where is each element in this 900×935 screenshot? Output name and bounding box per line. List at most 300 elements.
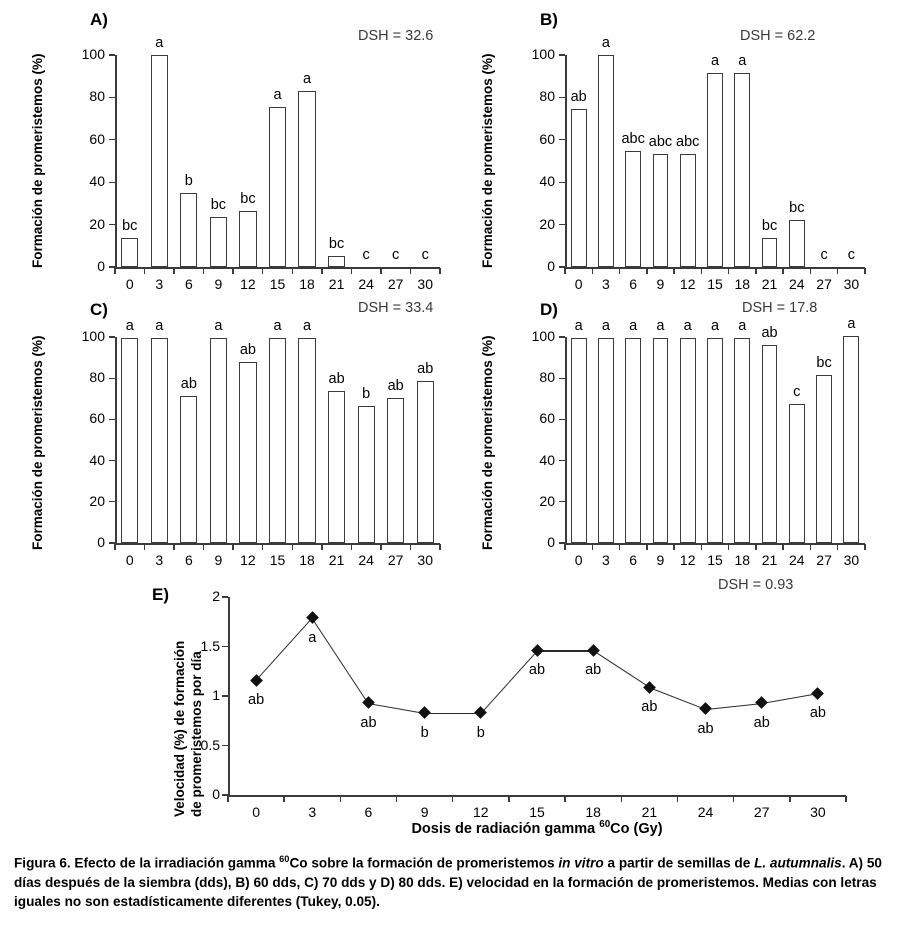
panel-c-chart	[0, 292, 450, 577]
bar	[358, 406, 375, 543]
x-axis-tick	[677, 796, 678, 802]
significance-letter: b	[420, 724, 429, 741]
x-axis-tick	[592, 544, 593, 550]
y-axis-tick	[559, 460, 565, 461]
x-axis-tick-label: 15	[707, 276, 723, 292]
x-axis-tick-label: 27	[816, 552, 832, 568]
y-axis-tick-label: 1.5	[200, 637, 220, 654]
panel-a-y-axis-title: Formación de promeristemos (%)	[30, 53, 45, 268]
x-axis-tick	[864, 268, 865, 274]
x-axis-tick-label: 27	[387, 276, 404, 292]
caption-isotope-superscript: 60	[279, 854, 290, 864]
x-axis-tick	[173, 268, 174, 274]
x-axis-tick	[439, 268, 440, 274]
x-axis-tick-label: 6	[184, 276, 193, 292]
significance-letter: a	[683, 318, 692, 335]
bar	[625, 151, 641, 267]
x-axis-tick	[203, 268, 204, 274]
x-axis-tick	[564, 544, 565, 550]
x-axis-tick-label: 0	[574, 276, 583, 292]
x-axis-tick-label: 18	[299, 552, 315, 568]
x-axis-tick-label: 15	[269, 276, 286, 292]
y-axis-tick	[559, 378, 565, 379]
panel-b-label: B)	[540, 10, 558, 29]
x-axis-tick	[351, 544, 352, 550]
y-axis-tick-label: 1	[212, 687, 220, 703]
significance-letter: a	[710, 53, 720, 70]
significance-letter: abc	[621, 131, 645, 148]
y-axis-line	[115, 337, 117, 543]
x-axis-tick-label: 21	[641, 804, 658, 820]
x-axis-tick-label: 24	[358, 276, 374, 292]
panel-c-plot-area	[81, 318, 440, 568]
y-axis-tick	[559, 336, 565, 337]
y-axis-tick-label: 100	[531, 328, 555, 344]
x-axis-tick-label: 18	[299, 276, 315, 292]
significance-letter: a	[710, 318, 720, 335]
x-axis-tick-label: 27	[753, 804, 770, 820]
y-axis-tick-label: 20	[89, 492, 105, 509]
significance-letter: bc	[328, 236, 345, 253]
significance-letter: c	[392, 247, 400, 263]
x-axis-title-superscript: 60	[599, 819, 611, 830]
x-axis-tick	[646, 544, 647, 550]
significance-letter: bc	[122, 218, 138, 235]
panel-e-dsh-annotation: DSH = 0.93	[718, 577, 794, 593]
significance-letter: b	[362, 386, 371, 402]
bar	[571, 338, 587, 543]
x-axis-tick	[144, 268, 145, 274]
x-axis-tick-label: 18	[585, 804, 601, 820]
significance-letter: bc	[789, 200, 805, 217]
y-axis-tick-label: 60	[89, 130, 105, 147]
bar	[707, 73, 723, 267]
bar	[151, 55, 168, 267]
x-axis-tick	[203, 544, 204, 550]
panel-d-label: D)	[540, 300, 558, 319]
x-axis-tick-label: 9	[656, 552, 665, 568]
x-axis-tick-label: 21	[328, 276, 345, 292]
x-axis-tick	[564, 796, 565, 802]
significance-letter: a	[574, 318, 583, 335]
caption-italic-species: L. autumnalis	[754, 855, 842, 871]
y-axis-tick	[559, 54, 565, 55]
x-axis-tick	[728, 268, 729, 274]
x-axis-tick-label: 18	[734, 552, 751, 568]
x-axis-tick	[232, 544, 233, 550]
significance-letter: bc	[210, 197, 227, 214]
significance-letter: ab	[248, 692, 265, 709]
y-axis-tick-label: 40	[539, 451, 555, 468]
x-axis-tick	[837, 268, 838, 274]
x-axis-tick	[810, 268, 811, 274]
panel-c-dsh-annotation: DSH = 33.4	[358, 300, 434, 316]
line-segment	[705, 703, 761, 710]
significance-letter: ab	[809, 705, 826, 722]
panel-e-y-axis-title-line2: de promeristemos por día	[189, 651, 204, 817]
bar	[298, 91, 315, 267]
x-axis-tick-label: 0	[252, 804, 260, 820]
x-axis-tick	[564, 268, 565, 274]
x-axis-tick	[410, 268, 411, 274]
significance-letter: abc	[676, 133, 700, 150]
x-axis-tick	[321, 268, 322, 274]
x-axis-tick	[755, 268, 756, 274]
y-axis-tick	[222, 596, 228, 597]
significance-letter: a	[629, 318, 638, 335]
x-axis-tick-label: 0	[125, 276, 134, 292]
significance-letter: a	[155, 318, 164, 335]
y-axis-tick	[109, 336, 115, 337]
significance-letter: a	[302, 71, 312, 88]
significance-letter: a	[155, 35, 164, 51]
significance-letter: a	[125, 318, 134, 335]
x-axis-tick-label: 3	[308, 804, 317, 820]
significance-letter: c	[362, 247, 370, 263]
x-axis-tick	[351, 268, 352, 274]
panel-e-y-axis-title-line1: Velocidad (%) de formación	[172, 640, 187, 817]
x-axis-tick	[508, 796, 509, 802]
significance-letter: ab	[417, 361, 434, 378]
x-axis-tick-label: 12	[679, 276, 696, 292]
significance-letter: b	[476, 724, 485, 741]
panel-e-label: E)	[152, 585, 169, 604]
bar	[210, 338, 227, 543]
x-axis-tick-label: 12	[473, 804, 489, 820]
x-axis-tick-label: 24	[789, 276, 805, 292]
y-axis-tick-label: 20	[539, 492, 555, 509]
bar	[151, 338, 168, 543]
x-axis-tick	[733, 796, 734, 802]
panel-d-plot-area	[531, 315, 865, 568]
x-axis-tick-label: 0	[125, 552, 134, 568]
x-axis-tick	[144, 544, 145, 550]
x-axis-tick-label: 15	[269, 552, 286, 568]
x-axis-tick-label: 12	[679, 552, 696, 568]
x-axis-tick-label: 15	[529, 804, 545, 820]
significance-letter: a	[738, 318, 747, 335]
significance-letter: ab	[239, 341, 256, 358]
y-axis-tick-label: 0	[97, 534, 105, 550]
panel-a-label: A)	[90, 10, 108, 29]
y-axis-tick	[559, 501, 565, 502]
y-axis-tick-label: 100	[81, 46, 105, 62]
significance-letter: bc	[816, 355, 832, 372]
bar	[816, 375, 832, 543]
panel-b-dsh-annotation: DSH = 62.2	[740, 28, 816, 44]
y-axis-tick-label: 0	[97, 258, 105, 274]
y-axis-tick-label: 40	[89, 451, 105, 468]
bar	[180, 396, 197, 543]
panel-c-label: C)	[90, 300, 108, 319]
y-axis-tick-label: 0	[212, 786, 220, 802]
x-axis-tick	[673, 268, 674, 274]
x-axis-tick-label: 12	[240, 276, 256, 292]
x-axis-tick	[452, 796, 453, 802]
x-axis-tick	[701, 544, 702, 550]
significance-letter: ab	[753, 714, 770, 731]
x-axis-tick-label: 21	[328, 552, 345, 568]
x-axis-tick	[673, 544, 674, 550]
x-axis-tick-label: 30	[843, 552, 860, 568]
figure-caption: Figura 6. Efecto de la irradiación gamma $^{60}$Co sobre la formación de promeristemos in vitro a partir de semillas de L. autumnalis. A) 50 días después de la siembra (dds), B) 60 dds, C) 70 dds y D) 80 dds. E) velocidad en la formación de promeristemos. Medias con letras iguales no son estadísticamente diferentes (Tukey, 0.05).	[14, 854, 882, 910]
x-axis-tick	[782, 268, 783, 274]
significance-letter: ab	[697, 720, 714, 737]
y-axis-tick-label: 2	[212, 588, 220, 604]
x-axis-tick-label: 6	[629, 276, 638, 292]
panel-d-dsh-annotation: DSH = 17.8	[742, 300, 818, 316]
data-point-marker	[699, 702, 712, 715]
y-axis-tick-label: 60	[539, 130, 555, 147]
x-axis-tick	[396, 796, 397, 802]
bar	[269, 107, 286, 267]
bar	[328, 256, 345, 267]
line-segment	[762, 693, 818, 704]
significance-letter: ab	[761, 325, 778, 342]
y-axis-tick-label: 80	[89, 88, 105, 105]
bar	[653, 154, 669, 267]
x-axis-tick	[845, 796, 846, 802]
x-axis-tick	[173, 544, 174, 550]
significance-letter: ab	[328, 370, 345, 387]
bar	[239, 211, 256, 267]
x-axis-tick	[262, 544, 263, 550]
bar	[269, 338, 286, 543]
y-axis-tick	[222, 646, 228, 647]
x-axis-tick-label: 24	[697, 804, 714, 820]
x-axis-tick	[292, 544, 293, 550]
x-axis-tick-label: 3	[602, 552, 610, 568]
x-axis-tick	[340, 796, 341, 802]
bar	[598, 338, 614, 543]
y-axis-tick-label: 100	[531, 46, 555, 62]
significance-letter: a	[738, 53, 747, 70]
y-axis-tick	[559, 139, 565, 140]
panel-b-y-axis-title: Formación de promeristemos (%)	[480, 53, 495, 268]
bar	[210, 217, 227, 267]
x-axis-tick	[439, 544, 440, 550]
x-axis-tick	[410, 544, 411, 550]
y-axis-tick-label: 80	[539, 369, 555, 386]
y-axis-line	[565, 337, 567, 543]
x-axis-tick-label: 15	[707, 552, 723, 568]
y-axis-tick-label: 80	[89, 369, 105, 386]
x-axis-tick-label: 3	[155, 276, 164, 292]
x-axis-tick	[728, 544, 729, 550]
significance-letter: a	[601, 35, 610, 51]
x-axis-tick	[380, 544, 381, 550]
panel-d-chart	[450, 292, 900, 577]
data-point-marker	[812, 687, 825, 700]
significance-letter: a	[656, 318, 665, 335]
y-axis-tick-label: 60	[89, 410, 105, 427]
bar	[298, 338, 315, 543]
x-axis-tick-label: 3	[155, 552, 164, 568]
x-axis-tick-label: 30	[417, 552, 433, 568]
y-axis-tick	[559, 182, 565, 183]
x-axis-tick-label: 27	[816, 276, 832, 292]
y-axis-tick	[559, 419, 565, 420]
y-axis-tick	[109, 182, 115, 183]
bar	[598, 55, 614, 267]
y-axis-tick	[109, 460, 115, 461]
x-axis-line	[565, 543, 865, 545]
panel-b-chart	[450, 0, 900, 292]
x-axis-tick-label: 21	[761, 276, 778, 292]
x-axis-tick-label: 30	[810, 804, 826, 820]
significance-letter: ab	[528, 662, 546, 679]
x-axis-line	[115, 543, 440, 545]
y-axis-tick	[109, 501, 115, 502]
significance-letter: c	[820, 247, 828, 263]
y-axis-tick-label: 0.5	[200, 736, 220, 753]
bar	[734, 338, 750, 543]
x-axis-tick-label: 3	[602, 276, 610, 292]
x-axis-tick	[114, 268, 115, 274]
significance-letter: b	[184, 172, 193, 189]
panel-e-plot-area	[200, 588, 846, 820]
x-axis-tick-label: 6	[364, 804, 373, 820]
panel-e-chart	[0, 577, 900, 847]
x-axis-tick-label: 12	[240, 552, 256, 568]
bar	[789, 404, 805, 543]
x-axis-tick	[789, 796, 790, 802]
significance-letter: ab	[180, 375, 197, 392]
significance-letter: a	[273, 318, 282, 335]
x-axis-tick	[646, 268, 647, 274]
bar	[680, 154, 696, 267]
x-axis-line	[565, 267, 865, 269]
caption-italic-in-vitro: in vitro	[558, 855, 604, 871]
y-axis-tick	[109, 139, 115, 140]
line-segment	[256, 618, 313, 681]
bar	[680, 338, 696, 543]
significance-letter: a	[214, 318, 223, 335]
y-axis-tick	[109, 378, 115, 379]
y-axis-line	[115, 55, 117, 267]
x-axis-tick-label: 9	[214, 552, 223, 568]
significance-letter: c	[421, 247, 429, 263]
bar	[734, 73, 750, 267]
x-axis-tick-label: 6	[629, 552, 638, 568]
x-axis-tick	[227, 796, 228, 802]
significance-letter: a	[601, 318, 610, 335]
x-axis-tick	[837, 544, 838, 550]
x-axis-tick	[782, 544, 783, 550]
x-axis-line	[228, 795, 846, 797]
significance-letter: a	[273, 86, 282, 103]
y-axis-tick-label: 0	[547, 258, 555, 274]
bar	[121, 238, 138, 267]
line-segment	[537, 650, 593, 651]
line-segment	[425, 713, 481, 714]
y-axis-tick	[109, 97, 115, 98]
x-axis-tick	[232, 268, 233, 274]
bar	[789, 220, 805, 267]
bar	[180, 193, 197, 267]
x-axis-tick-label: 0	[574, 552, 583, 568]
x-axis-tick	[262, 268, 263, 274]
y-axis-tick-label: 60	[539, 410, 555, 427]
bar	[417, 381, 434, 543]
bar	[121, 338, 138, 543]
x-axis-tick	[755, 544, 756, 550]
y-axis-tick-label: 20	[539, 215, 555, 232]
bar	[762, 345, 778, 543]
panel-e-x-axis-title: Dosis de radiación gamma $^{60}$Co (Gy)	[411, 819, 663, 837]
x-axis-tick	[283, 796, 284, 802]
bar	[653, 338, 669, 543]
x-axis-tick	[380, 268, 381, 274]
x-axis-tick	[701, 268, 702, 274]
significance-letter: c	[793, 383, 801, 400]
significance-letter: a	[302, 318, 312, 335]
y-axis-tick-label: 0	[547, 534, 555, 550]
y-axis-tick-label: 100	[81, 328, 105, 344]
x-axis-tick-label: 9	[420, 804, 429, 820]
bar	[843, 336, 859, 543]
y-axis-tick-label: 20	[89, 215, 105, 232]
y-axis-tick	[109, 54, 115, 55]
data-point-marker	[643, 681, 656, 694]
significance-letter: a	[308, 629, 317, 646]
bar	[707, 338, 723, 543]
panel-a-chart	[0, 0, 450, 292]
significance-letter: bc	[761, 218, 778, 235]
significance-letter: ab	[387, 377, 404, 394]
data-point-marker	[418, 706, 431, 719]
significance-letter: ab	[570, 89, 587, 106]
significance-letter: ab	[585, 662, 602, 679]
line-segment	[368, 703, 424, 714]
significance-letter: ab	[641, 699, 658, 716]
x-axis-tick-label: 24	[789, 552, 805, 568]
x-axis-tick-label: 6	[184, 552, 193, 568]
x-axis-tick	[321, 544, 322, 550]
panel-c-y-axis-title: Formación de promeristemos (%)	[30, 335, 45, 550]
bar	[328, 391, 345, 543]
x-axis-tick	[292, 268, 293, 274]
bar	[571, 109, 587, 267]
significance-letter: c	[847, 247, 855, 263]
x-axis-tick	[114, 544, 115, 550]
x-axis-tick-label: 9	[214, 276, 223, 292]
significance-letter: a	[847, 315, 856, 332]
y-axis-tick	[222, 745, 228, 746]
y-axis-tick	[109, 419, 115, 420]
x-axis-tick	[621, 796, 622, 802]
significance-letter: bc	[240, 190, 256, 207]
x-axis-tick-label: 9	[656, 276, 665, 292]
x-axis-line	[115, 267, 440, 269]
y-axis-tick-label: 40	[89, 173, 105, 190]
x-axis-tick-label: 18	[734, 276, 751, 292]
x-axis-tick-label: 27	[387, 552, 404, 568]
x-axis-tick	[592, 268, 593, 274]
x-axis-tick-label: 30	[843, 276, 860, 292]
significance-letter: abc	[648, 133, 673, 150]
bar	[625, 338, 641, 543]
data-point-marker	[755, 697, 768, 710]
x-axis-tick	[619, 268, 620, 274]
panel-d-y-axis-title: Formación de promeristemos (%)	[480, 335, 495, 550]
bar	[387, 398, 404, 543]
significance-letter: ab	[360, 714, 377, 731]
line-segment	[480, 651, 537, 714]
y-axis-tick-label: 40	[539, 173, 555, 190]
bar	[239, 362, 256, 543]
x-axis-tick	[864, 544, 865, 550]
